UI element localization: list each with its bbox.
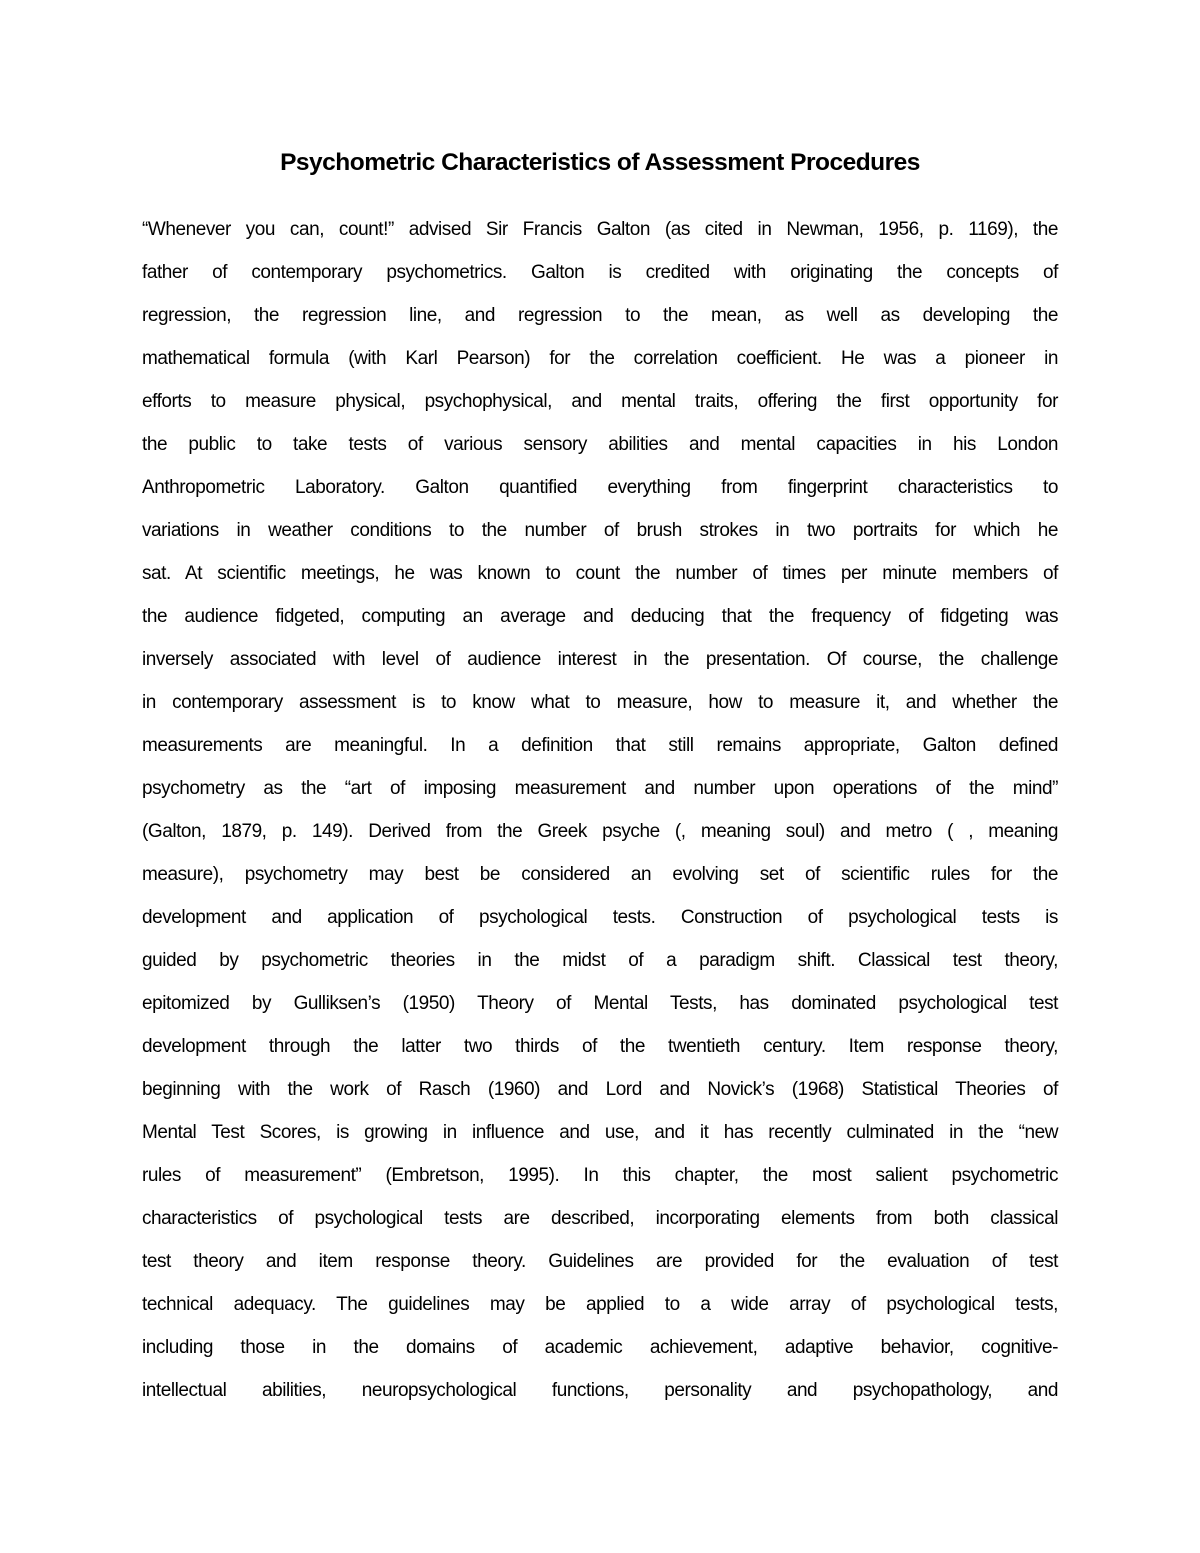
body-paragraph [142,208,1058,1412]
paragraph-line: measure), psychometry may best be considered an evolving set of scientific rules for the [142,864,1058,885]
paragraph-line: development through the latter two thirds of the twentieth century. Item response theory, [142,1036,1058,1057]
paragraph-line: intellectual abilities, neuropsychological functions, personality and psychopathology, and [142,1380,1058,1401]
paragraph-line: regression, the regression line, and regression to the mean, as well as developing the [142,305,1058,326]
paragraph-line: variations in weather conditions to the number of brush strokes in two portraits for which he [142,520,1058,541]
paragraph-line: (Galton, 1879, p. 149). Derived from the Greek psyche (, meaning soul) and metro ( , meaning [142,821,1058,842]
paragraph-line: rules of measurement” (Embretson, 1995). In this chapter, the most salient psychometric [142,1165,1058,1186]
paragraph-line: measurements are meaningful. In a definition that still remains appropriate, Galton defined [142,735,1058,756]
paragraph-line: “Whenever you can, count!” advised Sir Francis Galton (as cited in Newman, 1956, p. 1169), the [142,219,1058,240]
paragraph-line: guided by psychometric theories in the midst of a paradigm shift. Classical test theory, [142,950,1058,971]
paragraph-line: Mental Test Scores, is growing in influence and use, and it has recently culminated in the “new [142,1122,1058,1143]
paragraph-line: Anthropometric Laboratory. Galton quantified everything from fingerprint characteristics to [142,477,1058,498]
paragraph-line: the public to take tests of various sensory abilities and mental capacities in his London [142,434,1058,455]
paragraph-line: technical adequacy. The guidelines may be applied to a wide array of psychological tests, [142,1294,1058,1315]
paragraph-line: characteristics of psychological tests are described, incorporating elements from both classical [142,1208,1058,1229]
paragraph-line: including those in the domains of academic achievement, adaptive behavior, cognitive- [142,1337,1058,1358]
paragraph-line: efforts to measure physical, psychophysical, and mental traits, offering the first opportunity for [142,391,1058,412]
paragraph-line: in contemporary assessment is to know what to measure, how to measure it, and whether the [142,692,1058,713]
paragraph-line: development and application of psychological tests. Construction of psychological tests is [142,907,1058,928]
paragraph-line: inversely associated with level of audience interest in the presentation. Of course, the challenge [142,649,1058,670]
paragraph-line: test theory and item response theory. Guidelines are provided for the evaluation of test [142,1251,1058,1272]
paragraph-line: psychometry as the “art of imposing measurement and number upon operations of the mind” [142,778,1058,799]
paragraph-line: father of contemporary psychometrics. Galton is credited with originating the concepts of [142,262,1058,283]
document-title: Psychometric Characteristics of Assessment Procedures [280,149,920,176]
paragraph-line: beginning with the work of Rasch (1960) and Lord and Novick’s (1968) Statistical Theories of [142,1079,1058,1100]
paragraph-line: the audience fidgeted, computing an average and deducing that the frequency of fidgeting was [142,606,1058,627]
paragraph-line: mathematical formula (with Karl Pearson) for the correlation coefficient. He was a pioneer in [142,348,1058,369]
paragraph-line: epitomized by Gulliksen’s (1950) Theory of Mental Tests, has dominated psychological test [142,993,1058,1014]
paragraph-line: sat. At scientific meetings, he was known to count the number of times per minute members of [142,563,1058,584]
